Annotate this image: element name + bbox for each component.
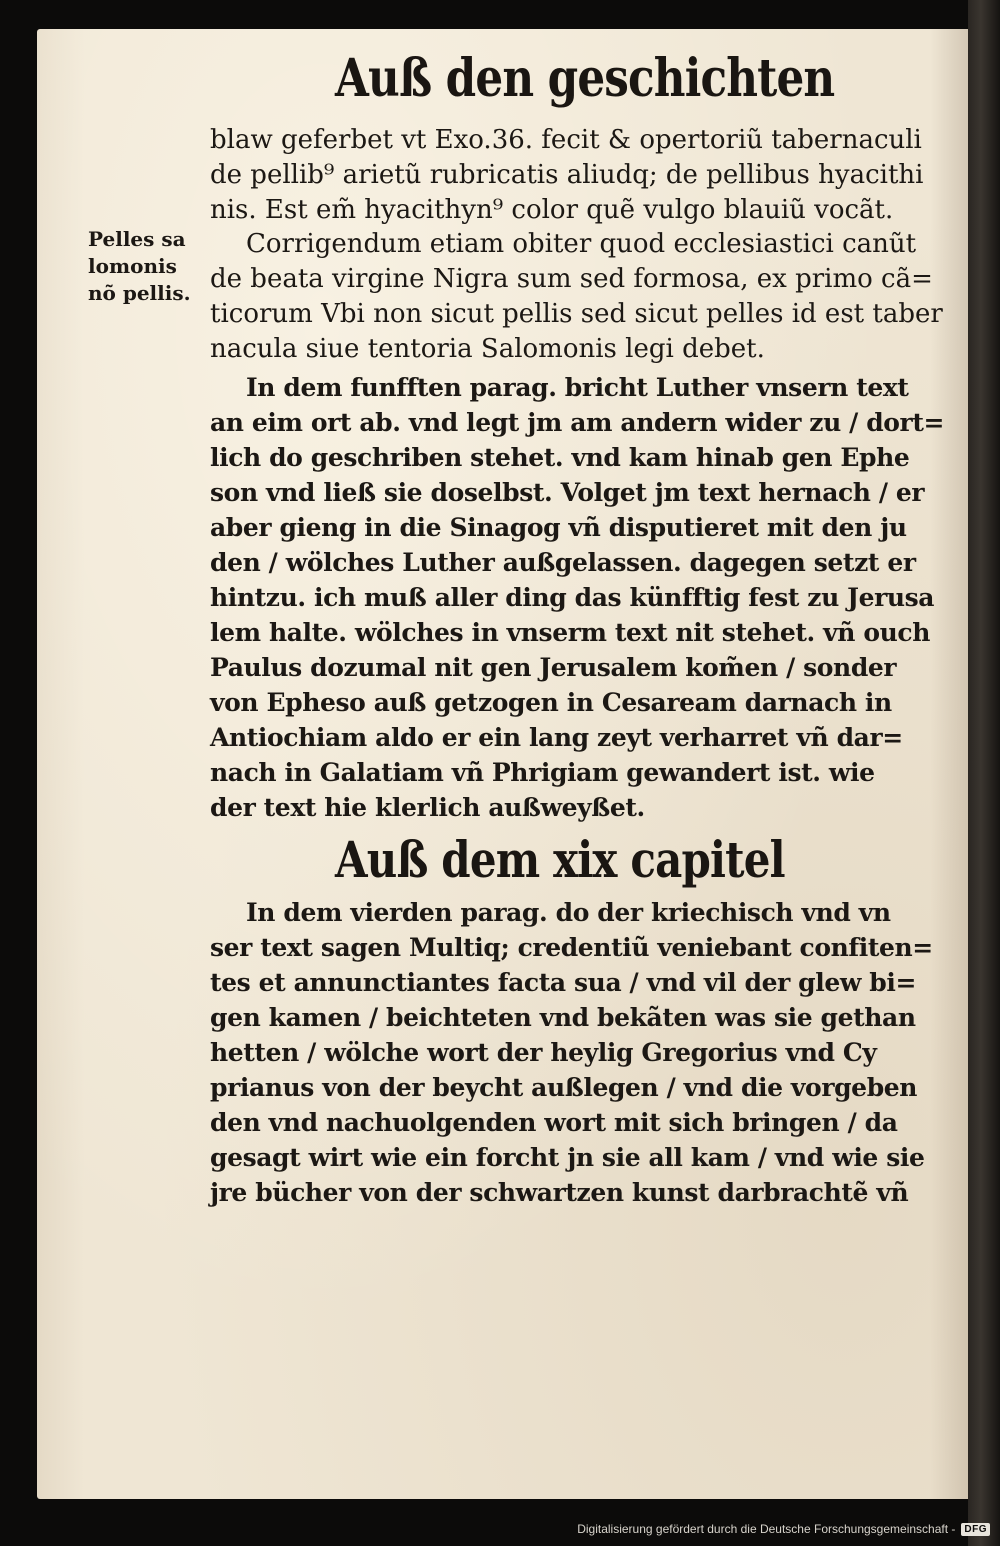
paragraph-german-1 [210,370,950,825]
text-line: aber gieng in die Sinagog vñ disputieret mit den ju [210,513,907,542]
text-line: nach in Galatiam vñ Phrigiam gewandert ist. wie [210,758,875,787]
text-line: lem halte. wölches in vnserm text nit stehet. vñ ouch [210,618,931,647]
text-line: nis. Est em̃ hyacithyn⁹ color quẽ vulgo blauiũ vocãt. [210,195,894,225]
paragraph-german-2 [210,895,950,1210]
text-line: de beata virgine Nigra sum sed formosa, ex primo cã= [210,264,933,294]
text-line: lich do geschriben stehet. vnd kam hinab gen Ephe [210,443,910,472]
dfg-logo-icon: DFG [961,1523,990,1536]
text-line: der text hie klerlich außweyßet. [210,793,645,822]
funding-credit-text: Digitalisierung gefördert durch die Deutsche Forschungsgemeinschaft - [577,1522,956,1536]
margin-note-line: lomonis [88,254,177,278]
book-gutter [968,0,1000,1546]
text-line: son vnd ließ sie doselbst. Volget jm text hernach / er [210,478,925,507]
text-line: Paulus dozumal nit gen Jerusalem kom̃en / sonder [210,653,897,682]
text-line: In dem funfften parag. bricht Luther vnsern text [246,373,909,402]
text-line: In dem vierden parag. do der kriechisch vnd vn [246,898,891,927]
margin-note [88,226,208,307]
text-line: de pellib⁹ arietũ rubricatis aliudq; de pellibus hyacithi [210,160,924,190]
text-line: von Epheso auß getzogen in Cesaream darnach in [210,688,892,717]
running-heading: Auß den geschichten [335,48,835,109]
paragraph-latin-1 [210,123,950,228]
text-line: gen kamen / beichteten vnd bekãten was sie gethan [210,1003,916,1032]
text-line: den vnd nachuolgenden wort mit sich bringen / da [210,1108,898,1137]
margin-note-line: nõ pellis. [88,281,191,305]
text-line: nacula siue tentoria Salomonis legi debet. [210,334,765,364]
text-line: Antiochiam aldo er ein lang zeyt verharret vñ dar= [210,723,903,752]
margin-note-line: Pelles sa [88,227,186,251]
text-line: jre bücher von der schwartzen kunst darbrachtẽ vñ [210,1178,909,1207]
text-line: gesagt wirt wie ein forcht jn sie all kam / vnd wie sie [210,1143,925,1172]
text-line: blaw geferbet vt Exo.36. fecit & opertoriũ tabernaculi [210,125,922,155]
text-line: Corrigendum etiam obiter quod ecclesiastici canũt [246,229,917,259]
chapter-heading: Auß dem xix capitel [335,830,785,889]
text-line: an eim ort ab. vnd legt jm am andern wider zu / dort= [210,408,945,437]
text-line: prianus von der beycht außlegen / vnd die vorgeben [210,1073,918,1102]
paragraph-latin-2 [210,227,950,367]
text-line: tes et annunctiantes facta sua / vnd vil der glew bi= [210,968,916,997]
text-line: hetten / wölche wort der heylig Gregorius vnd Cy [210,1038,877,1067]
text-line: den / wölches Luther außgelassen. dagegen setzt er [210,548,916,577]
text-line: ser text sagen Multiq; credentiũ veniebant confiten= [210,933,933,962]
text-line: ticorum Vbi non sicut pellis sed sicut pelles id est taber [210,299,943,329]
footer-credit [577,1516,990,1542]
text-line: hintzu. ich muß aller ding das künfftig fest zu Jerusa [210,583,935,612]
